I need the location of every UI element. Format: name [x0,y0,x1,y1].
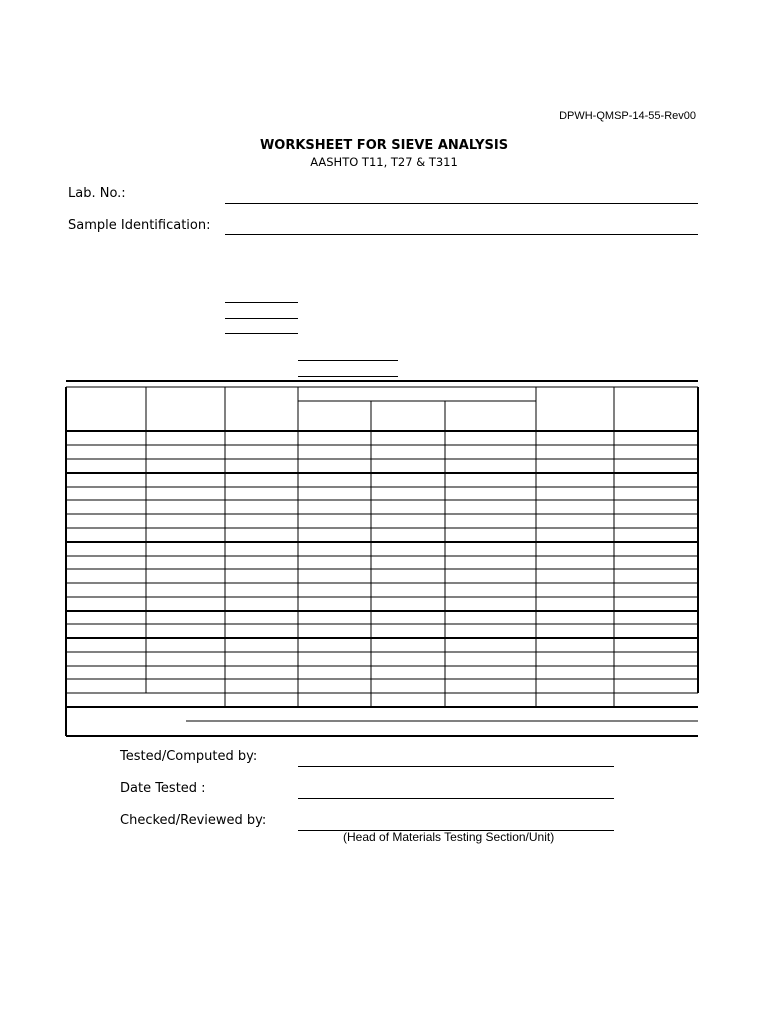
sample-identification-label: Sample Identification: [68,218,211,233]
worksheet-subtitle: AASHTO T11, T27 & T311 [310,155,458,169]
document-code: DPWH-QMSP-14-55-Rev00 [559,110,696,122]
tested-by-field[interactable] [298,766,614,767]
lab-no-label: Lab. No.: [68,186,126,201]
date-tested-label: Date Tested : [120,781,206,796]
tested-by-label: Tested/Computed by: [120,749,258,764]
date-tested-field[interactable] [298,798,614,799]
worksheet-title: WORKSHEET FOR SIEVE ANALYSIS [259,138,509,153]
checked-by-label: Checked/Reviewed by: [120,813,267,828]
checked-by-note: (Head of Materials Testing Section/Unit) [343,830,555,844]
